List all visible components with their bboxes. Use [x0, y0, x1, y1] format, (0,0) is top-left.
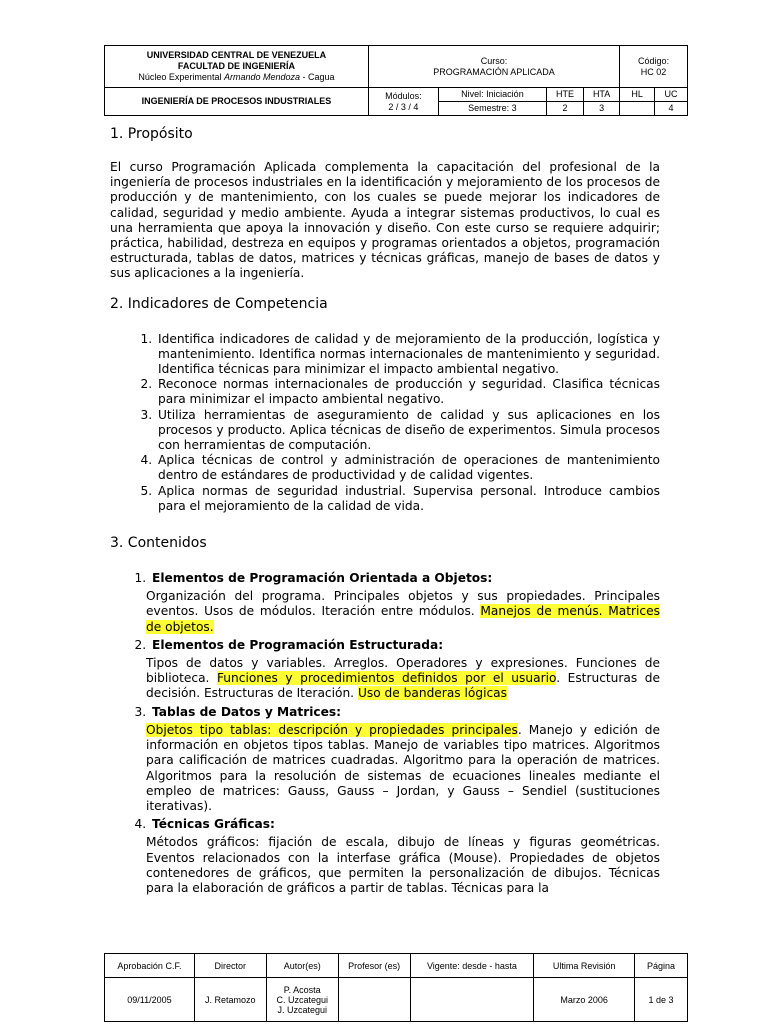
nucleo-suffix: - Cagua [300, 72, 335, 82]
approval-footer-table [104, 953, 688, 1022]
highlighted-text: Objetos tipo tablas: descripción y propiedades principales [146, 722, 518, 737]
list-item: 5. Aplica normas de seguridad industrial. Supervisa personal. Introduce cambios para el mejoramiento de la calidad de vida. [156, 484, 660, 514]
faculty-name: FACULTAD DE INGENIERÍA [177, 61, 296, 71]
nucleo-line [107, 72, 366, 83]
institution-cell [105, 46, 369, 88]
content-subtitle: 1. Elementos de Programación Orientada a Objetos: [152, 571, 493, 586]
footer-header-director: Director [194, 954, 266, 978]
content-text: Métodos gráficos: fijación de escala, dibujo de líneas y figuras geométricas. Eventos relacionados con la interfase gráfica (Mouse). Propiedades de objetos contenedores de gráficos, que permiten la personalización de dibujos. Técnicas para la elaboración de gráficos a partir de tablas. Técnicas para la [146, 835, 660, 895]
list-item [146, 637, 661, 702]
list-item [146, 817, 660, 896]
list-item: 1. Identifica indicadores de calidad y de mejoramiento de la producción, logística y mantenimiento. Identifica normas internacionales de mantenimiento y seguridad. Identifica técnicas para minimizar el impacto ambiental negativo. [156, 332, 660, 378]
footer-header-revision: Ultima Revisión [534, 954, 635, 978]
content-subtitle: 4. Técnicas Gráficas: [152, 817, 275, 832]
content-subtitle: 3. Tablas de Datos y Matrices: [152, 704, 342, 719]
nucleo-prefix: Núcleo Experimental [138, 72, 224, 82]
content-text: . Manejo y edición de información en objetos tipos tablas. Manejo de variables tipo matrices. Algoritmos para calificación de matrices cuadradas. Algoritmo para la operación de matrices. Algoritmos para la resolución de sistemas de ecuaciones lineales mediante el empleo de matrices: Gauss, Gauss – Jordan, y Gauss – Sendiel (sustituciones iterativas). [146, 722, 660, 813]
content-text: Tipos de datos y variables. Arreglos. Operadores y expresiones. Funciones de biblioteca. [146, 656, 660, 686]
modulos-value: 2 / 3 / 4 [388, 101, 419, 112]
aprobacion-date: 09/11/2005 [105, 978, 195, 1022]
contents-list [110, 571, 660, 896]
hta-value: 3 [584, 102, 620, 116]
footer-header-aprobacion: Aprobación C.F. [105, 954, 195, 978]
institution-name: UNIVERSIDAD CENTRAL DE VENEZUELA [146, 50, 327, 60]
ultima-revision: Marzo 2006 [534, 978, 635, 1022]
document-body [110, 126, 660, 899]
content-text: . Estructuras de decisión. Estructuras de Iteración. [146, 671, 661, 701]
semestre: Semestre: 3 [438, 102, 546, 116]
content-body [146, 589, 660, 635]
nucleo-name: Armando Mendoza [223, 72, 300, 82]
curso-value: PROGRAMACIÓN APLICADA [433, 66, 555, 77]
content-body [146, 656, 660, 702]
vigente-cell [410, 978, 534, 1022]
hte-value: 2 [547, 102, 584, 116]
highlighted-text: Funciones y procedimientos definidos por el usuario [216, 671, 557, 686]
modulos-cell [368, 88, 438, 116]
content-subtitle: 2. Elementos de Programación Estructurada: [152, 637, 444, 652]
author-name: C. Uzcategui [276, 994, 328, 1005]
highlighted-text: Manejos de menús. Matrices de objetos. [146, 604, 660, 634]
course-header-table [104, 45, 688, 116]
page-number: 1 de 3 [635, 978, 688, 1022]
program-name: INGENIERÍA DE PROCESOS INDUSTRIALES [105, 88, 369, 116]
uc-label: UC [655, 88, 688, 102]
list-item: 2. Reconoce normas internacionales de producción y seguridad. Clasifica técnicas para minimizar el impacto ambiental negativo. [156, 377, 660, 407]
section-title-contenidos: 3. Contenidos [110, 535, 207, 552]
author-name: J. Uzcategui [277, 1004, 327, 1015]
footer-header-autores: Autor(es) [266, 954, 338, 978]
content-body [146, 723, 660, 814]
content-text: Organización del programa. Principales objetos y sus propiedades. Principales eventos. Usos de módulos. Iteración entre módulos. [146, 589, 660, 619]
footer-header-profesores: Profesor (es) [338, 954, 410, 978]
section-title-proposito: 1. Propósito [110, 126, 193, 142]
hta-label: HTA [584, 88, 620, 102]
codigo-label: Código: [638, 55, 670, 66]
authors-cell [266, 978, 338, 1022]
nivel: Nivel: Iniciación [438, 88, 546, 102]
list-item [146, 571, 660, 635]
director-name: J. Retamozo [194, 978, 266, 1022]
curso-cell [368, 46, 619, 88]
content-body [146, 835, 660, 896]
highlighted-text: Uso de banderas lógicas [357, 686, 507, 701]
list-item: 4. Aplica técnicas de control y administración de operaciones de mantenimiento dentro de estándares de productividad y de calidad vigentes. [156, 453, 660, 483]
footer-container [104, 953, 688, 1023]
proposito-paragraph: El curso Programación Aplicada complementa la capacitación del profesional de la ingeniería de procesos industriales en la identificación y mejoramiento de los procesos de producción y de mantenimiento, con los cuales se puede mejorar los indicadores de calidad, seguridad y medio ambiente. Ayuda a integrar sistemas productivos, lo cual es una herramienta que apoya la innovación y diseño. Con este curso se requiere adquirir; práctica, habilidad, destreza en equipos y programas orientados a objetos, programación estructurada, tablas de datos, matrices y técnicas gráficas, manejo de bases de datos y sus aplicaciones a la ingeniería. [110, 160, 660, 281]
modulos-label: Módulos: [385, 90, 422, 101]
list-item: 3. Utiliza herramientas de aseguramiento de calidad y sus aplicaciones en los procesos y producto. Aplica técnicas de diseño de experimentos. Simula procesos con herramientas de computación. [156, 408, 660, 454]
uc-value: 4 [655, 102, 688, 116]
hte-label: HTE [547, 88, 584, 102]
section-title-indicadores: 2. Indicadores de Competencia [110, 295, 328, 312]
competency-list [110, 332, 660, 514]
hl-label: HL [620, 88, 655, 102]
author-name: P. Acosta [283, 984, 321, 995]
curso-label: Curso: [480, 55, 508, 66]
hl-value [620, 102, 655, 116]
codigo-value: HC 02 [640, 66, 667, 77]
profesores-cell [338, 978, 410, 1022]
codigo-cell [620, 46, 688, 88]
list-item [146, 704, 660, 814]
footer-header-vigente: Vigente: desde - hasta [410, 954, 534, 978]
footer-header-pagina: Página [635, 954, 688, 978]
